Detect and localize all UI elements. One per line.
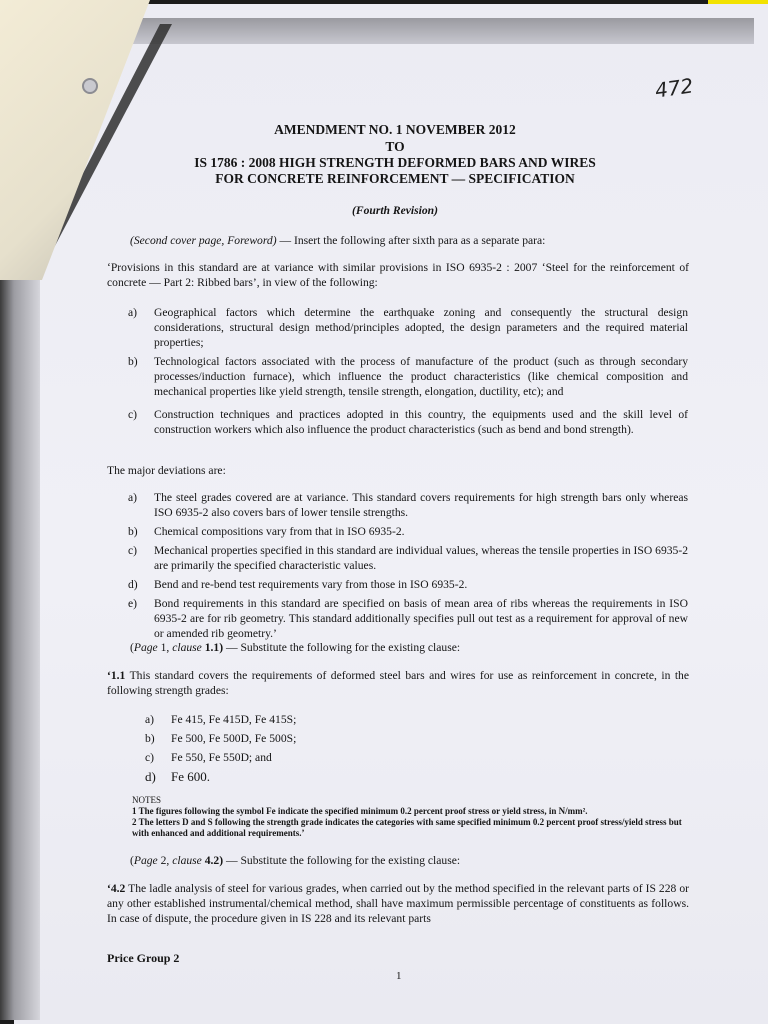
section-instruction-1: [130, 233, 690, 248]
list-item: c) Construction techniques and practices adopted in this country, the equipments used and the skill level of construction workers which also influence the product characteristics (such as bend and bond strength).: [128, 408, 688, 436]
list-item: c) Fe 550, Fe 550D; and: [145, 751, 272, 764]
deviations-list: [128, 490, 688, 645]
standard-subtitle: FOR CONCRETE REINFORCEMENT — SPECIFICATION: [215, 171, 575, 186]
notes-block: [132, 795, 692, 839]
revision-label: (Fourth Revision): [351, 204, 438, 217]
list-item: a) Geographical factors which determine the earthquake zoning and consequently the structural design considerations, structural design method/principles adopted, the design parameters and the required material properties;: [128, 306, 688, 349]
list-item: a) The steel grades covered are at variance. This standard covers requirements for high strength bars only whereas ISO 6935-2 also covers bars of lower tensile strengths.: [128, 491, 688, 519]
list-item: c) Mechanical properties specified in this standard are individual values, whereas the tensile properties in ISO 6935-2 are primarily the specified characteristic values.: [128, 544, 688, 572]
list-item: a) Fe 415, Fe 415D, Fe 415S;: [145, 713, 297, 726]
section-instruction-3: (Page 2, clause 4.2) — Substitute the following for the existing clause:: [130, 854, 461, 867]
notes-heading: NOTES: [132, 795, 161, 805]
section-ref-1: (Second cover page, Foreword): [130, 234, 277, 247]
list-item: b) Fe 500, Fe 500D, Fe 500S;: [145, 732, 297, 745]
handwritten-page-number: 472: [653, 73, 695, 103]
note-1: 1 The figures following the symbol Fe indicate the specified minimum 0.2 percent proof stress or yield stress, in N/mm².: [132, 806, 588, 816]
provisions-paragraph: ‘Provisions in this standard are at variance with similar provisions in ISO 6935-2 : 2007 ‘Steel for the reinforcement of concrete — Part 2: Ribbed bars’, in view of the following:: [107, 261, 689, 289]
list-item: d) Bend and re-bend test requirements vary from those in ISO 6935-2.: [128, 578, 468, 591]
note-2: 2 The letters D and S following the strength grade indicates the categories with same specified minimum 0.2 percent proof stress/yield stress but with enhanced and additional requirements.’: [132, 817, 682, 838]
title-to: TO: [385, 139, 405, 154]
page-number: 1: [396, 970, 402, 982]
section-instruction-text-1: — Insert the following after sixth para as a separate para:: [276, 234, 546, 247]
clause-1-1: ‘1.1 This standard covers the requirements of deformed steel bars and wires for use as reinforcement in concrete, in the following strength grades:: [107, 669, 689, 697]
deviations-heading: The major deviations are:: [107, 464, 226, 477]
list-item: e) Bond requirements in this standard are specified on basis of mean area of ribs whereas the requirements in ISO 6935-2 are for rib geometry. This standard additionally specifies pull out test as a requirement for approval of new or amended rib geometry.’: [128, 597, 688, 640]
amendment-title: AMENDMENT NO. 1 NOVEMBER 2012: [274, 122, 516, 137]
list-item: d) Fe 600.: [145, 769, 210, 784]
standard-title: IS 1786 : 2008 HIGH STRENGTH DEFORMED BARS AND WIRES: [194, 155, 596, 170]
list-item: b) Chemical compositions vary from that in ISO 6935-2.: [128, 525, 405, 538]
clause-4-2: ‘4.2 The ladle analysis of steel for various grades, when carried out by the method specified in the relevant parts of IS 228 or any other established instrumental/chemical method, shall have maximum permissible percentage of constituents as follows. In case of dispute, the procedure given in IS 228 and its relevant parts: [107, 882, 689, 925]
section-instruction-2: (Page 1, clause 1.1) — Substitute the following for the existing clause:: [130, 641, 461, 654]
list-item: b) Technological factors associated with the process of manufacture of the product (such as through secondary processes/induction furnace), which influence the product characteristics (like chemical composition and mechanical properties like yield strength, tensile strength, elongation, ductility, etc); and: [128, 355, 688, 398]
clause-number: ‘4.2: [107, 882, 126, 895]
clause-number: ‘1.1: [107, 669, 126, 682]
grades-list: [145, 712, 445, 788]
price-group: Price Group 2: [107, 951, 180, 965]
factors-list: [128, 305, 688, 441]
